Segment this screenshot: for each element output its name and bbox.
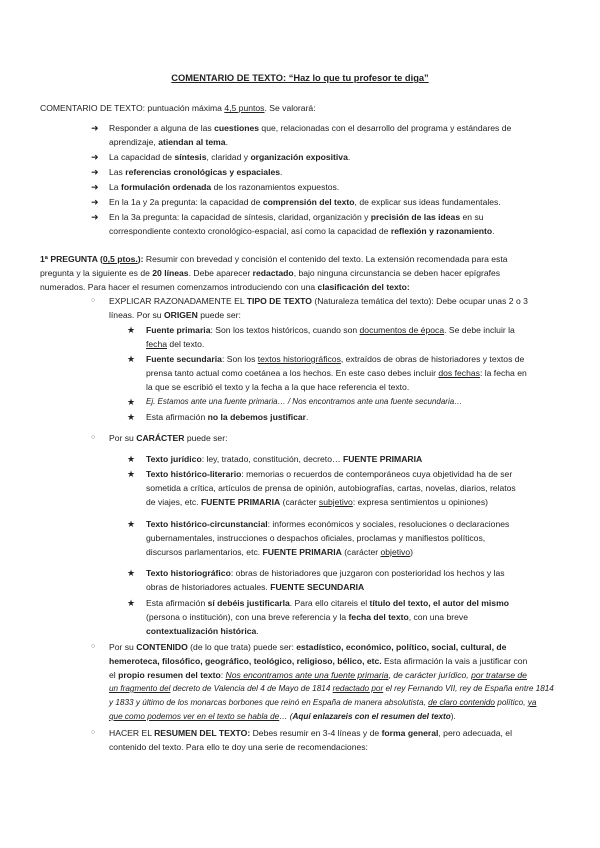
list-item: La capacidad de síntesis, claridad y organización expositiva. [109, 152, 351, 162]
list-item: contextualización histórica. [146, 626, 259, 636]
circle-bullet-icon: ○ [91, 729, 96, 736]
circle-bullet-icon: ○ [91, 297, 96, 304]
circle-bullet-icon: ○ [91, 643, 96, 650]
tipo-line: EXPLICAR RAZONADAMENTE EL TIPO DE TEXTO (Naturaleza temática del texto): Debe ocupar unas 2 o 3 [109, 296, 528, 306]
intro-line: COMENTARIO DE TEXTO: puntuación máxima 4,5 puntos. Se valorará: [40, 103, 316, 113]
list-item: En la 1a y 2a pregunta: la capacidad de comprensión del texto, de explicar sus ideas fundamentales. [109, 197, 501, 207]
list-item: la que se escribió el texto y la fecha a la que hace referencia el texto. [146, 382, 410, 392]
star-bullet-icon: ★ [127, 412, 136, 422]
star-bullet-icon: ★ [127, 598, 136, 608]
list-item: de viajes, etc. FUENTE PRIMARIA (carácter subjetivo: expresa sentimientos u opiniones) [146, 497, 489, 507]
list-item: Texto histórico-literario: memorias o recuerdos de contemporáneos cuya objetividad ha de ser [146, 469, 513, 479]
list-item: prensa tanto actual como coetánea a los hechos. En este caso debes incluir dos fechas: la fecha en [146, 368, 527, 378]
list-item: La formulación ordenada de los razonamientos expuestos. [109, 182, 340, 192]
star-bullet-icon: ★ [127, 397, 136, 407]
contenido-line: un fragmento del decreto de Valencia del 4 de Mayo de 1814 redactado por el rey Fernando VII, rey de España entre 1814 [109, 684, 554, 693]
list-item: Responder a alguna de las cuestiones que, relacionadas con el desarrollo del programa y estándares de [109, 123, 512, 133]
list-item: Texto jurídico: ley, tratado, constitución, decreto… FUENTE PRIMARIA [146, 454, 423, 464]
arrow-icon: ➜ [91, 123, 99, 133]
caracter-heading: Por su CARÁCTER puede ser: [109, 433, 228, 443]
list-item: Fuente primaria: Son los textos históricos, cuando son documentos de época. Se debe incluir la [146, 325, 515, 335]
arrow-icon: ➜ [91, 212, 99, 222]
list-item: Texto historiográfico: obras de historiadores que juzgaron con posterioridad los hechos y las [146, 568, 505, 578]
list-item: fecha del texto. [146, 339, 205, 349]
resumen-line: HACER EL RESUMEN DEL TEXTO: Debes resumir en 3-4 líneas y de forma general, pero adecuada, el [109, 728, 512, 738]
contenido-line: Por su CONTENIDO (de lo que trata) puede ser: estadístico, económico, político, social, cultural, de [109, 642, 507, 652]
list-item: discursos parlamentarios, etc. FUENTE PRIMARIA (carácter objetivo) [146, 547, 413, 557]
contenido-line: el propio resumen del texto: Nos encontramos ante una fuente primaria, de carácter jurídico, por tratarse de [109, 670, 527, 680]
contenido-line: y 1833 y último de los monarcas borbones que reinó en España de manera absolutista, de claro contenido político, ya [109, 698, 537, 707]
list-item: En la 3a pregunta: la capacidad de síntesis, claridad, organización y precisión de las ideas en su [109, 212, 484, 222]
list-item: Ej. Estamos ante una fuente primaria… / Nos encontramos ante una fuente secundaria… [146, 397, 463, 406]
list-item: (persona o institución), con una breve referencia y la fecha del texto, con una breve [146, 612, 468, 622]
list-item: Esta afirmación sí debéis justificarla. Para ello citareis el título del texto, el autor del mismo [146, 598, 509, 608]
page-title: COMENTARIO DE TEXTO: “Haz lo que tu profesor te diga” [171, 73, 429, 83]
arrow-icon: ➜ [91, 197, 99, 207]
star-bullet-icon: ★ [127, 454, 136, 464]
circle-bullet-icon: ○ [91, 434, 96, 441]
list-item: correspondiente contexto cronológico-espacial, así como la capacidad de reflexión y razonamiento. [109, 226, 495, 236]
list-item: aprendizaje, atiendan al tema. [109, 137, 228, 147]
arrow-icon: ➜ [91, 167, 99, 177]
list-item: Fuente secundaria: Son los textos historiográficos, extraídos de obras de historiadores y textos de [146, 354, 525, 364]
star-bullet-icon: ★ [127, 354, 136, 364]
list-item: Texto histórico-circunstancial: informes económicos y sociales, resoluciones o declaraciones [146, 519, 510, 529]
resumen-line: contenido del texto. Para ello te doy una serie de recomendaciones: [109, 742, 368, 752]
list-item: gubernamentales, instrucciones o despachos oficiales, proclamas y manifiestos políticos, [146, 533, 486, 543]
q1-text: numerados. Para hacer el resumen comenzamos introduciendo con una clasificación del texto: [40, 282, 410, 292]
star-bullet-icon: ★ [127, 469, 136, 479]
arrow-icon: ➜ [91, 182, 99, 192]
q1-heading: 1ª PREGUNTA (0,5 ptos.): Resumir con brevedad y concisión el contenido del texto. La extensión recomendada para esta [40, 254, 508, 264]
list-item: obras de historiadores actuales. FUENTE SECUNDARIA [146, 582, 365, 592]
star-bullet-icon: ★ [127, 519, 136, 529]
tipo-line: líneas. Por su ORIGEN puede ser: [109, 310, 241, 320]
list-item: Esta afirmación no la debemos justificar. [146, 412, 309, 422]
list-item: Las referencias cronológicas y espaciales. [109, 167, 283, 177]
star-bullet-icon: ★ [127, 568, 136, 578]
contenido-line: hemeroteca, filosófico, geográfico, teológico, religioso, bélico, etc. Esta afirmación la vais a justificar con [109, 656, 528, 666]
list-item: sometida a crítica, artículos de prensa de opinión, autobiografías, cartas, novelas, diarios, relatos [146, 483, 516, 493]
star-bullet-icon: ★ [127, 325, 136, 335]
arrow-icon: ➜ [91, 152, 99, 162]
contenido-line: que como podemos ver en el texto se habla de… (Aquí enlazareis con el resumen del texto). [109, 712, 456, 721]
q1-text: pregunta y la siguiente es de 20 líneas. Debe aparecer redactado, bajo ninguna circunstancia se deben hacer epígrafes [40, 268, 501, 278]
